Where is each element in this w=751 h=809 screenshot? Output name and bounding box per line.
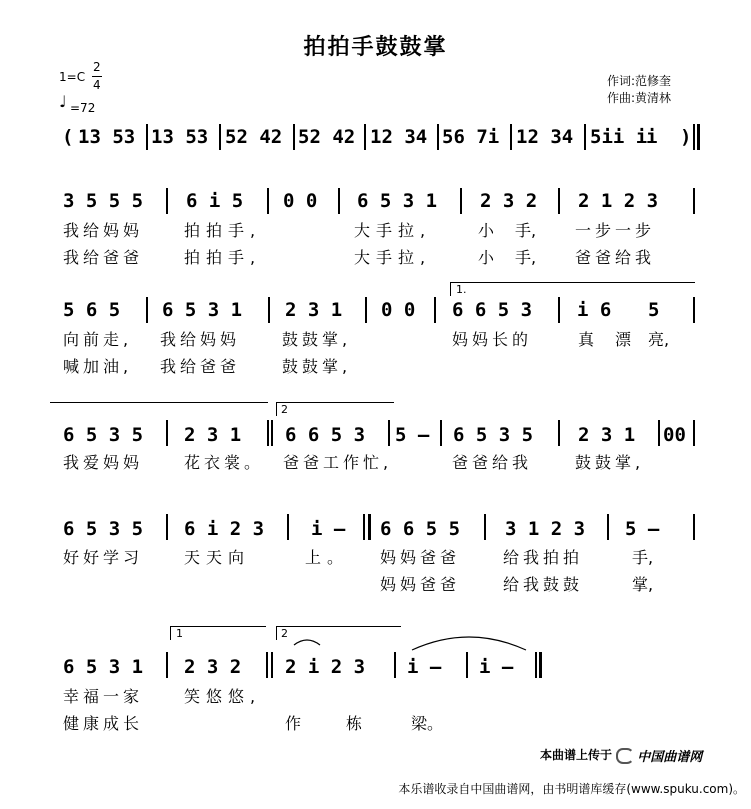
notes-measure: 6 6 5 3 xyxy=(285,424,366,446)
notes-measure: i – xyxy=(311,518,346,540)
lyric: 亮, xyxy=(648,330,670,349)
lyric: 上。 xyxy=(305,548,350,567)
lyric: 栋 xyxy=(346,714,363,733)
lyric: 我给爸爸 xyxy=(63,248,144,267)
notes-measure: 2 3 1 xyxy=(184,424,242,446)
time-signature-bottom: 4 xyxy=(93,78,101,92)
lyric: 天天向 xyxy=(184,548,251,567)
notes-measure: i – xyxy=(479,656,514,678)
tempo: =72 xyxy=(70,101,96,115)
notes-measure: 6 5 3 5 xyxy=(63,518,144,540)
notes-measure: 6 i 5 xyxy=(186,190,244,212)
notes-measure: 5 xyxy=(648,299,660,321)
lyric: 妈妈爸爸 xyxy=(380,575,461,594)
time-signature-top: 2 xyxy=(93,60,101,74)
lyric: 幸福一家 xyxy=(63,687,144,706)
notes-measure: 5 – xyxy=(395,424,430,446)
volta-label: 1. xyxy=(456,283,467,296)
slur-icon xyxy=(292,635,322,647)
lyric: 掌, xyxy=(632,575,654,594)
upload-note: 本曲谱上传于 中国曲谱网 xyxy=(540,748,703,765)
lyric: 小 xyxy=(478,248,495,267)
notes-measure: 3 1 2 3 xyxy=(505,518,586,540)
lyric: 手, xyxy=(515,248,537,267)
key-signature: 1=C xyxy=(59,70,86,84)
volta-label: 2 xyxy=(281,627,288,640)
lyric: 鼓鼓掌, xyxy=(282,330,352,349)
lyric: 我给爸爸 xyxy=(160,357,241,376)
volta-label: 2 xyxy=(281,403,288,416)
notes-measure: 2 3 2 xyxy=(480,190,538,212)
lyric: 妈妈长的 xyxy=(452,330,533,349)
lyric: 好好学习 xyxy=(63,548,144,567)
notes-measure: 2 3 1 xyxy=(285,299,343,321)
lyric: 笑悠悠, xyxy=(184,687,262,706)
lyric: 我爱妈妈 xyxy=(63,453,144,472)
intro-measure: 56 7i xyxy=(442,126,500,148)
lyric: 一步一步 xyxy=(575,221,656,240)
site-logo: 中国曲谱网 xyxy=(637,750,703,765)
notes-measure: 2 3 2 xyxy=(184,656,242,678)
notes-measure: 5 6 5 xyxy=(63,299,121,321)
intro-measure: 52 42 xyxy=(225,126,283,148)
lyric: 妈妈爸爸 xyxy=(380,548,461,567)
notes-measure: 6 6 5 5 xyxy=(380,518,461,540)
intro-measure: 12 34 xyxy=(516,126,574,148)
lyric: 真 xyxy=(578,330,595,349)
lyric: 作 xyxy=(285,714,302,733)
notes-measure: 2 1 2 3 xyxy=(578,190,659,212)
lyric: 向前走, xyxy=(63,330,133,349)
lyric: 鼓鼓掌, xyxy=(575,453,645,472)
lyricist: 作词:范修奎 xyxy=(607,74,672,88)
lyric: 梁。 xyxy=(411,714,444,733)
lyric: 小 xyxy=(478,221,495,240)
footer-note: 本乐谱收录自中国曲谱网，由书明谱库缓存(www.spuku.com)。 xyxy=(398,782,745,796)
lyric: 爸爸给我 xyxy=(575,248,656,267)
notes-measure: 00 xyxy=(663,424,686,446)
site-logo-icon xyxy=(616,748,634,764)
lyric: 大手拉, xyxy=(354,221,432,240)
notes-measure: 6 6 5 3 xyxy=(452,299,533,321)
lyric: 拍拍手, xyxy=(184,248,262,267)
intro-measure: i xyxy=(646,126,658,148)
lyric: 爸爸工作忙, xyxy=(283,453,393,472)
notes-measure: 5 – xyxy=(625,518,660,540)
lyric: 我给妈妈 xyxy=(63,221,144,240)
intro-measure: 13 53 xyxy=(78,126,136,148)
lyric: 给我鼓鼓 xyxy=(503,575,584,594)
notes-measure: 6 5 3 1 xyxy=(162,299,243,321)
lyric: 手, xyxy=(515,221,537,240)
notes-measure: i – xyxy=(407,656,442,678)
lyric: 花衣裳。 xyxy=(184,453,265,472)
lyric: 爸爸给我 xyxy=(452,453,533,472)
lyric: 手, xyxy=(632,548,654,567)
notes-measure: 2 i 2 3 xyxy=(285,656,366,678)
intro-measure: 12 34 xyxy=(370,126,428,148)
notes-measure: 0 0 xyxy=(283,190,318,212)
intro-close-paren: ) xyxy=(680,126,692,148)
lyric: 给我拍拍 xyxy=(503,548,584,567)
lyric: 漂 xyxy=(615,330,632,349)
lyric: 喊加油, xyxy=(63,357,133,376)
volta-label: 1 xyxy=(176,627,183,640)
lyric: 大手拉, xyxy=(354,248,432,267)
lyric: 鼓鼓掌, xyxy=(282,357,352,376)
lyric: 拍拍手, xyxy=(184,221,262,240)
notes-measure: 6 5 3 1 xyxy=(357,190,438,212)
lyric: 我给妈妈 xyxy=(160,330,241,349)
notes-measure: 0 0 xyxy=(381,299,416,321)
notes-measure: 6 i 2 3 xyxy=(184,518,265,540)
notes-measure: 3 5 5 5 xyxy=(63,190,144,212)
notes-measure: 6 5 3 1 xyxy=(63,656,144,678)
quarter-note-icon: ♩ xyxy=(59,92,67,111)
tie-icon xyxy=(410,630,528,652)
intro-measure: 13 53 xyxy=(151,126,209,148)
intro-measure: 5ii i xyxy=(590,126,648,148)
notes-measure: 6 5 3 5 xyxy=(453,424,534,446)
notes-measure: 2 3 1 xyxy=(578,424,636,446)
notes-measure: i 6 xyxy=(577,299,612,321)
intro-open-paren: ( xyxy=(62,126,74,148)
song-title: 拍拍手鼓鼓掌 xyxy=(303,35,448,60)
composer: 作曲:黄清林 xyxy=(607,91,672,105)
intro-measure: 52 42 xyxy=(298,126,356,148)
notes-measure: 6 5 3 5 xyxy=(63,424,144,446)
lyric: 健康成长 xyxy=(63,714,144,733)
